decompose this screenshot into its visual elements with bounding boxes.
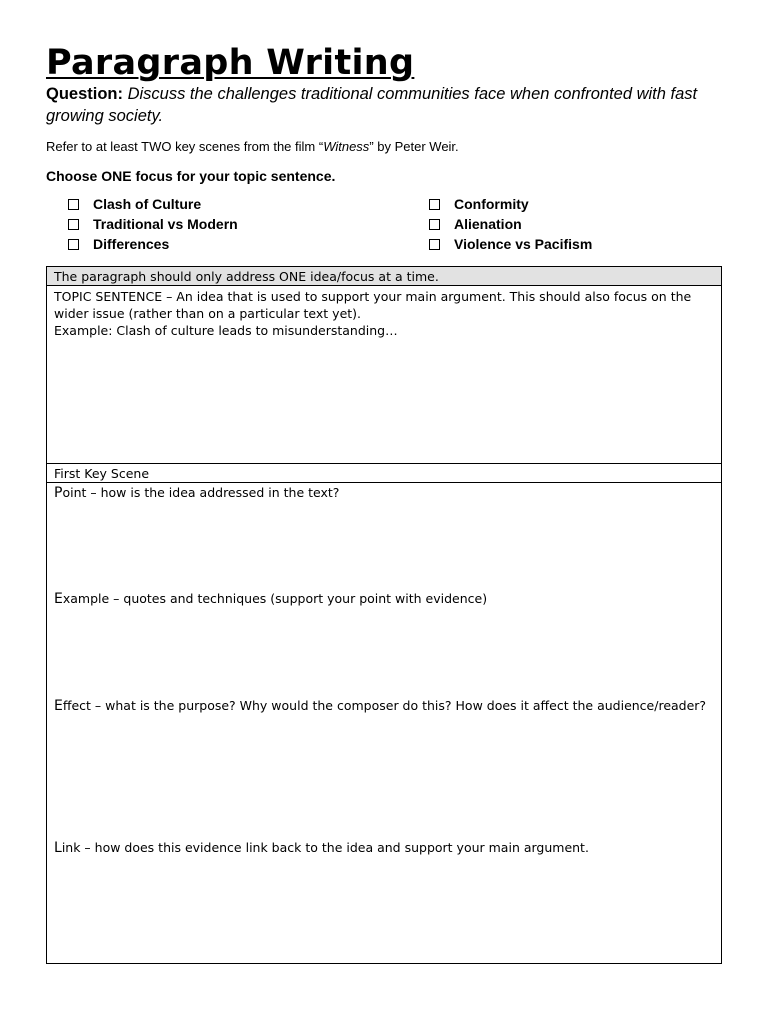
focus-option-label: Alienation bbox=[454, 216, 522, 232]
checkbox-icon[interactable] bbox=[68, 199, 79, 210]
peel-letter: E bbox=[54, 591, 63, 607]
focus-option-label: Conformity bbox=[454, 196, 529, 212]
peel-point bbox=[54, 484, 339, 502]
peel-cell[interactable] bbox=[47, 482, 721, 963]
peel-example bbox=[54, 590, 487, 608]
topic-sentence-line-2: wider issue (rather than on a particular text yet). bbox=[54, 306, 362, 321]
focus-option-alienation[interactable] bbox=[429, 214, 522, 234]
refer-text-before: Refer to at least TWO key scenes from the film “ bbox=[46, 139, 324, 154]
scene-label: First Key Scene bbox=[54, 466, 150, 481]
topic-sentence-example: Example: Clash of culture leads to misunderstanding… bbox=[54, 323, 398, 338]
peel-effect bbox=[54, 697, 706, 715]
peel-letter: P bbox=[54, 485, 63, 501]
question-label: Question: bbox=[46, 85, 123, 103]
peel-text: ink – how does this evidence link back to the idea and support your main argument. bbox=[61, 840, 589, 855]
peel-text: ffect – what is the purpose? Why would the composer do this? How does it affect the audience/reader? bbox=[62, 698, 707, 713]
question-text: Discuss the challenges traditional communities face when confronted with fast growing society. bbox=[46, 85, 698, 125]
page-title: Paragraph Writing bbox=[46, 43, 415, 83]
focus-option-label: Violence vs Pacifism bbox=[454, 236, 593, 252]
refer-instruction bbox=[46, 138, 459, 156]
focus-option-differences[interactable] bbox=[68, 234, 169, 254]
checkbox-icon[interactable] bbox=[68, 239, 79, 250]
focus-option-label: Differences bbox=[93, 236, 170, 252]
question bbox=[46, 83, 722, 127]
peel-letter: E bbox=[54, 698, 63, 714]
focus-option-label: Traditional vs Modern bbox=[93, 216, 238, 232]
film-title: Witness bbox=[323, 139, 370, 154]
focus-option-clash-of-culture[interactable] bbox=[68, 194, 201, 214]
focus-option-traditional-vs-modern[interactable] bbox=[68, 214, 238, 234]
peel-link bbox=[54, 839, 589, 857]
paragraph-table bbox=[46, 266, 722, 964]
table-header-row bbox=[47, 267, 721, 286]
topic-sentence-line-1: TOPIC SENTENCE – An idea that is used to support your main argument. This should also focus on the bbox=[54, 289, 692, 304]
checkbox-icon[interactable] bbox=[68, 219, 79, 230]
peel-text: oint – how is the idea addressed in the text? bbox=[62, 485, 340, 500]
choose-focus-instruction: Choose ONE focus for your topic sentence. bbox=[46, 168, 336, 184]
focus-option-conformity[interactable] bbox=[429, 194, 529, 214]
table-header-text: The paragraph should only address ONE idea/focus at a time. bbox=[54, 269, 439, 284]
checkbox-icon[interactable] bbox=[429, 219, 440, 230]
topic-sentence-cell[interactable] bbox=[47, 285, 721, 464]
focus-option-label: Clash of Culture bbox=[93, 196, 202, 212]
refer-text-after: ” by Peter Weir. bbox=[369, 139, 459, 154]
peel-text: xample – quotes and techniques (support your point with evidence) bbox=[62, 591, 488, 606]
focus-option-violence-vs-pacifism[interactable] bbox=[429, 234, 592, 254]
checkbox-icon[interactable] bbox=[429, 199, 440, 210]
checkbox-icon[interactable] bbox=[429, 239, 440, 250]
scene-label-row bbox=[47, 463, 721, 483]
peel-letter: L bbox=[54, 840, 62, 856]
